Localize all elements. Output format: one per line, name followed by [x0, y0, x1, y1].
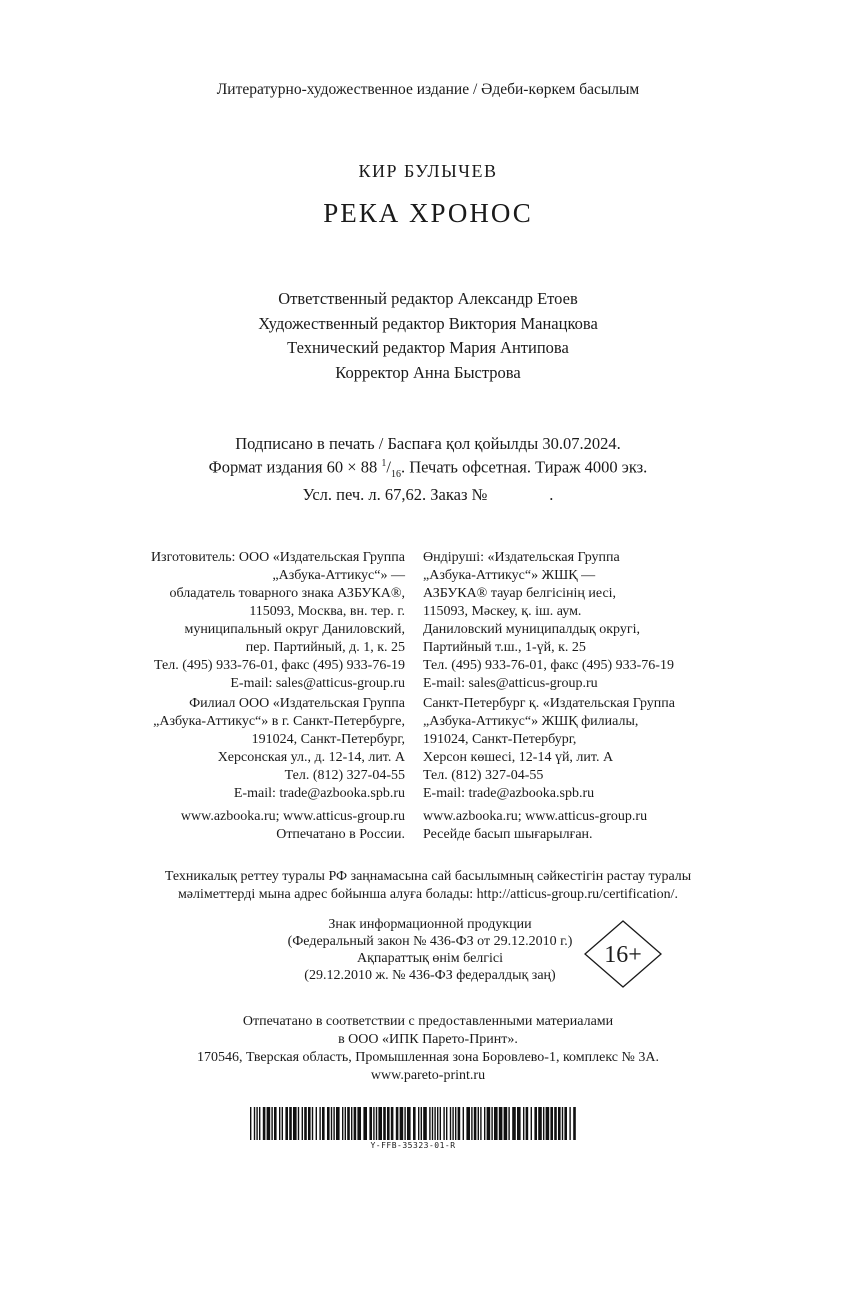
text-line: Тел. (495) 933-76-01, факс (495) 933-76-19 — [423, 658, 674, 673]
printed-in: Отпечатано в России. — [276, 827, 405, 842]
manufacturer-ru — [60, 549, 405, 693]
text-line: Даниловский муниципалдық округі, — [423, 622, 640, 637]
text-line: (29.12.2010 ж. № 436-ФЗ федералдық заң) — [304, 968, 556, 983]
text-line: 170546, Тверская область, Промышленная зона Боровлево-1, комплекс № 3А. — [197, 1050, 659, 1065]
text-line: 115093, Москва, вн. тер. г. — [249, 604, 405, 619]
age-rating: 16+ — [604, 942, 642, 968]
text-line: муниципальный округ Даниловский, — [184, 622, 405, 637]
text-line: Санкт-Петербург қ. «Издательская Группа — [423, 696, 675, 711]
barcode-icon — [248, 1107, 578, 1140]
text-line: E-mail: trade@azbooka.spb.ru — [423, 786, 595, 801]
text-line: (Федеральный закон № 436-ФЗ от 29.12.2010 г.) — [287, 934, 573, 949]
text-line: Тел. (812) 327-04-55 — [284, 768, 405, 783]
barcode-code: Y-FFB-35323-01-R — [370, 1141, 456, 1150]
age-rating-badge — [584, 920, 662, 988]
branch-kz — [423, 695, 753, 803]
printed-in: Ресейде басып шығарылған. — [423, 827, 593, 842]
text-line: в ООО «ИПК Парето-Принт». — [338, 1032, 518, 1047]
text-line: Херсон көшесі, 12-14 үй, лит. А — [423, 750, 614, 765]
text-line: Филиал ООО «Издательская Группа — [189, 696, 405, 711]
text-line: E-mail: sales@atticus-group.ru — [230, 676, 405, 691]
text-line: Ақпараттық өнім белгісі — [356, 951, 504, 966]
text-line: „Азбука-Аттикус“» — — [272, 568, 405, 583]
certification-note — [0, 868, 856, 904]
format-num: 1 — [381, 458, 387, 469]
text-line: Изготовитель: ООО «Издательская Группа — [150, 550, 405, 565]
text-line: „Азбука-Аттикус“» ЖШҚ филиалы, — [423, 714, 639, 729]
edition-type: Литературно-художественное издание / Әдеби-көркем басылым — [216, 81, 640, 98]
text-line: мәліметтерді мына адрес бойынша алуға болады: http://atticus-group.ru/certification/. — [177, 887, 679, 902]
signed-date: Подписано в печать / Баспаға қол қойылды 30.07.2024. — [235, 434, 621, 453]
text-line: 191024, Санкт-Петербург, — [251, 732, 405, 747]
sheets-order: Усл. печ. л. 67,62. Заказ № . — [302, 484, 554, 504]
text-line: 191024, Санкт-Петербург, — [423, 732, 577, 747]
text-line: „Азбука-Аттикус“» в г. Санкт-Петербурге, — [153, 714, 405, 729]
manufacturer-kz — [423, 549, 753, 693]
text-line: Знак информационной продукции — [328, 917, 532, 932]
editor-responsible: Ответственный редактор Александр Етоев — [278, 289, 578, 308]
book-title: РЕКА ХРОНОС — [323, 198, 533, 228]
text-line: www.pareto-print.ru — [370, 1068, 486, 1083]
text-line: Партийный т.ш., 1-үй, к. 25 — [423, 640, 586, 655]
print-info — [0, 434, 856, 505]
format-suffix: . Печать офсетная. Тираж 4000 экз. — [400, 457, 648, 477]
format-line: Формат издания 60 × 88 $^1/_{16}$. Печать офсетная. Тираж 4000 экз. — [208, 457, 648, 480]
web-kz — [423, 808, 753, 844]
text-line: Тел. (812) 327-04-55 — [423, 768, 544, 783]
text-line: 115093, Мәскеу, қ. іш. аум. — [423, 604, 582, 619]
text-line: E-mail: sales@atticus-group.ru — [423, 676, 598, 691]
text-line: Өндіруші: «Издательская Группа — [423, 550, 620, 565]
text-line: обладатель товарного знака АЗБУКА®, — [169, 586, 405, 601]
text-line: Тел. (495) 933-76-01, факс (495) 933-76-19 — [154, 658, 405, 673]
editors-list — [0, 287, 856, 385]
format-prefix: Формат издания 60 × 88 — [208, 457, 382, 477]
text-line: E-mail: trade@azbooka.spb.ru — [233, 786, 405, 801]
text-line: Херсонская ул., д. 12-14, лит. А — [217, 750, 405, 765]
text-line: „Азбука-Аттикус“» ЖШҚ — — [423, 568, 596, 583]
websites: www.azbooka.ru; www.atticus-group.ru — [423, 809, 648, 824]
text-line: Отпечатано в соответствии с предоставленными материалами — [242, 1014, 614, 1029]
text-line: АЗБУКА® тауар белгісінің иесі, — [423, 586, 617, 601]
info-product-sign — [230, 916, 630, 984]
web-ru — [60, 808, 405, 844]
editor-corrector: Корректор Анна Быстрова — [335, 362, 521, 382]
editor-technical: Технический редактор Мария Антипова — [287, 338, 569, 357]
text-line: пер. Партийный, д. 1, к. 25 — [245, 640, 405, 655]
editor-art: Художественный редактор Виктория Манацкова — [258, 313, 598, 333]
format-den: 16 — [390, 468, 401, 480]
websites: www.azbooka.ru; www.atticus-group.ru — [180, 809, 405, 824]
text-line: Техникалық реттеу туралы РФ заңнамасына сай басылымның сәйкестігін растау туралы — [164, 869, 692, 884]
book-author: КИР БУЛЫЧЕВ — [358, 161, 498, 181]
printer-info — [0, 1013, 856, 1085]
branch-ru — [60, 695, 405, 803]
